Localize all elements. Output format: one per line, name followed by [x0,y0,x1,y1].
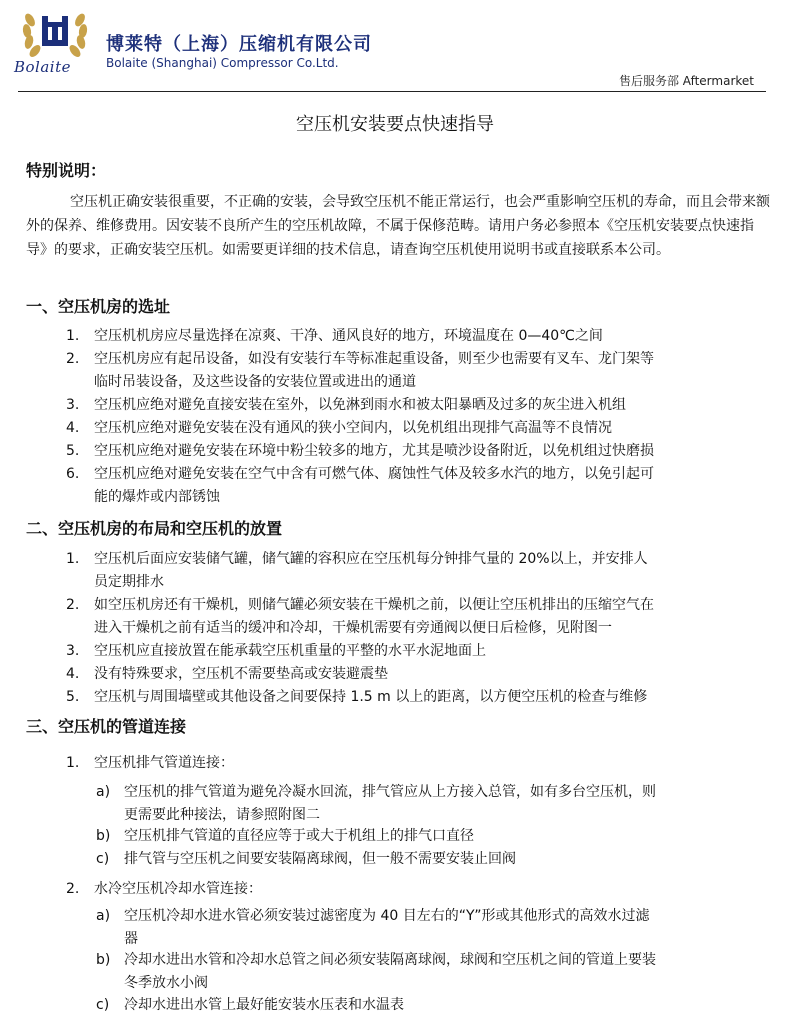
item-letter: b) [96,828,111,844]
item-text: 器 [124,931,138,947]
item-text: 空压机排气管道连接： [94,755,234,771]
section-1-heading: 一、空压机房的选址 [26,297,171,316]
item-number: 2. [66,881,80,897]
item-text: 空压机应直接放置在能承载空压机重量的平整的水平水泥地面上 [94,643,486,659]
item-text: 空压机应绝对避免直接安装在室外，以免淋到雨水和被太阳暴晒及过多的灰尘进入机组 [94,397,626,413]
company-name-cn: 博莱特（上海）压缩机有限公司 [106,34,372,55]
item-number: 1. [66,328,80,344]
item-number: 1. [66,755,80,771]
item-text: 空压机机房应尽量选择在凉爽、干净、通风良好的地方，环境温度在 0—40℃之间 [94,328,603,344]
item-number: 3. [66,397,80,413]
special-note-body: 空压机正确安装很重要，不正确的安装，会导致空压机不能正常运行，也会严重影响空压机的寿命，而且会带来额外的保养、维修费用。因安装不良所产生的空压机故障，不属于保修范畴。请用户务必参照本《空压机安装要点快速指导》的要求，正确安装空压机。如需要更详细的技术信息，请查询空压机使用说明书或直接联系本公司。 [26,194,770,258]
item-number: 4. [66,420,80,436]
item-number: 4. [66,666,80,682]
item-text: 没有特殊要求，空压机不需要垫高或安装避震垫 [94,666,388,682]
item-text: 空压机房应有起吊设备，如没有安装行车等标准起重设备，则至少也需要有叉车、龙门架等 [94,351,654,367]
item-text: 能的爆炸或内部锈蚀 [94,489,220,505]
item-number: 5. [66,689,80,705]
item-letter: a) [96,908,111,924]
item-text: 更需要此种接法，请参照附图二 [124,807,320,823]
item-text: 空压机排气管道的直径应等于或大于机组上的排气口直径 [124,828,474,844]
item-letter: c) [96,997,110,1013]
section-3-heading: 三、空压机的管道连接 [26,717,187,736]
document-title: 空压机安装要点快速指导 [296,114,494,135]
item-text: 空压机后面应安装储气罐，储气罐的容积应在空压机每分钟排气量的 20%以上，并安排人 [94,551,648,567]
item-text: 冷却水进出水管和冷却水总管之间必须安装隔离球阀，球阀和空压机之间的管道上要装 [124,952,656,968]
item-text: 空压机冷却水进水管必须安装过滤密度为 40 目左右的“Y”形或其他形式的高效水过滤 [124,908,650,924]
letterhead [0,0,790,92]
item-text: 员定期排水 [94,574,164,590]
item-text: 进入干燥机之前有适当的缓冲和冷却，干燥机需要有旁通阀以便日后检修，见附图一 [94,620,612,636]
header-divider [18,91,766,92]
item-letter: c) [96,851,110,867]
section-2-heading: 二、空压机房的布局和空压机的放置 [26,519,283,538]
item-text: 冷却水进出水管上最好能安装水压表和水温表 [124,997,404,1013]
logo-script-text: Bolaite [14,58,71,76]
item-text: 冬季放水小阀 [124,975,208,991]
item-letter: b) [96,952,111,968]
item-text: 空压机应绝对避免安装在空气中含有可燃气体、腐蚀性气体及较多水汽的地方，以免引起可 [94,466,654,482]
special-note-heading: 特别说明： [26,161,107,180]
item-number: 1. [66,551,80,567]
item-text: 空压机的排气管道为避免冷凝水回流，排气管应从上方接入总管，如有多台空压机，则 [124,784,656,800]
item-text: 空压机应绝对避免安装在环境中粉尘较多的地方，尤其是喷沙设备附近，以免机组过快磨损 [94,443,654,459]
item-number: 5. [66,443,80,459]
department-label: 售后服务部 Aftermarket [618,74,754,88]
item-letter: a) [96,784,111,800]
item-number: 2. [66,597,80,613]
item-number: 6. [66,466,80,482]
item-text: 排气管与空压机之间要安装隔离球阀，但一般不需要安装止回阀 [124,851,516,867]
item-number: 2. [66,351,80,367]
item-text: 水冷空压机冷却水管连接： [94,881,262,897]
item-text: 空压机应绝对避免安装在没有通风的狭小空间内，以免机组出现排气高温等不良情况 [94,420,612,436]
item-text: 临时吊装设备，及这些设备的安装位置或进出的通道 [94,374,416,390]
item-text: 空压机与周围墙壁或其他设备之间要保持 1.5 m 以上的距离，以方便空压机的检查与维修 [94,689,648,705]
item-text: 如空压机房还有干燥机，则储气罐必须安装在干燥机之前，以便让空压机排出的压缩空气在 [94,597,654,613]
company-name-en: Bolaite (Shanghai) Compressor Co.Ltd. [106,56,339,70]
item-number: 3. [66,643,80,659]
